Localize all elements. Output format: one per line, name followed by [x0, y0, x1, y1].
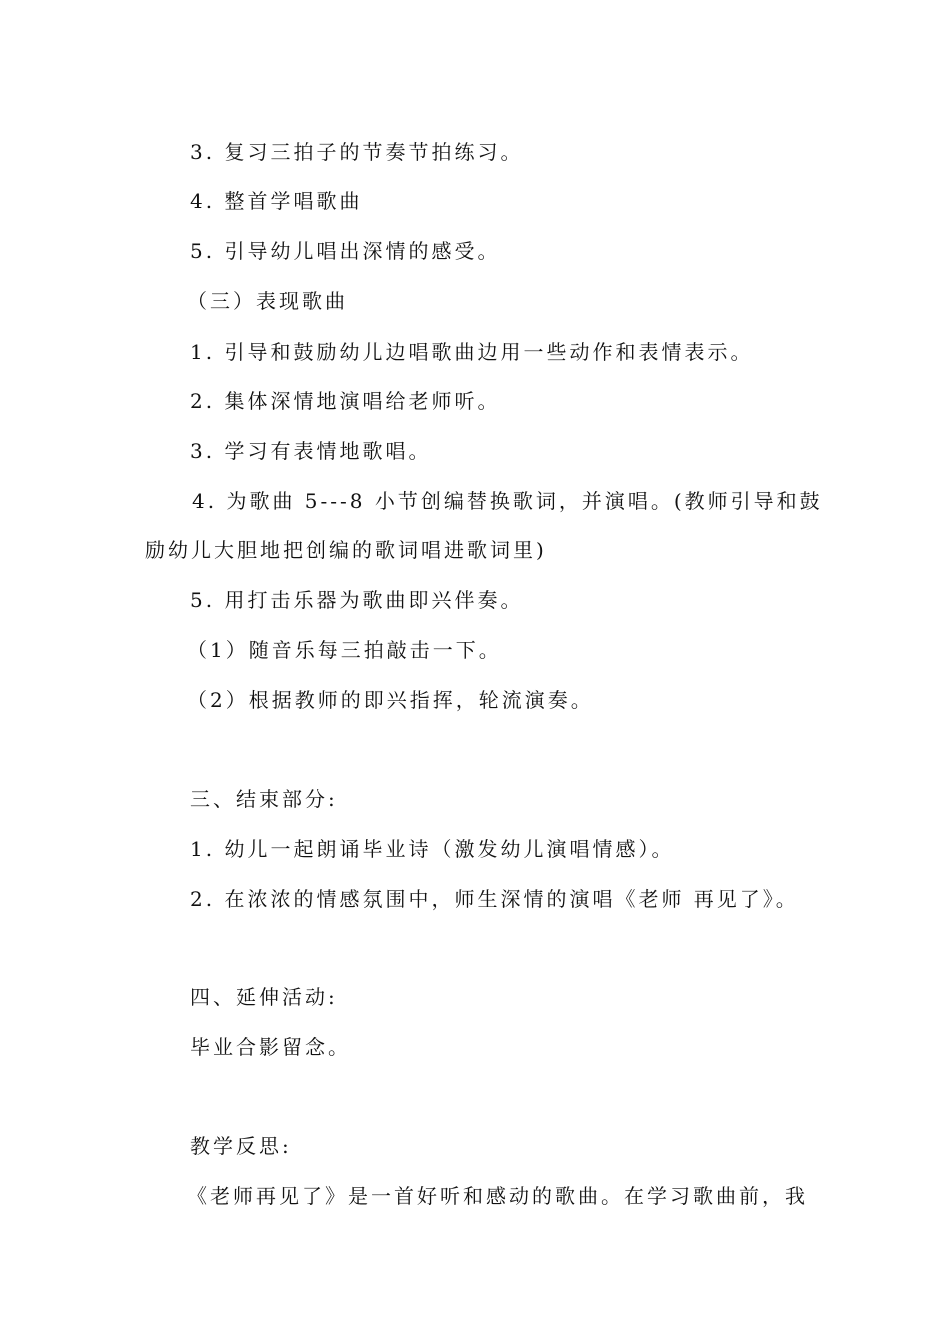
text-line: 毕业合影留念。	[190, 1035, 351, 1059]
text-line: 5. 用打击乐器为歌曲即兴伴奏。	[190, 588, 524, 612]
text-line: 2. 集体深情地演唱给老师听。	[190, 389, 501, 413]
text-line: 1. 幼儿一起朗诵毕业诗（激发幼儿演唱情感）。	[190, 837, 675, 861]
text-line: 2. 在浓浓的情感氛围中，师生深情的演唱《老师 再见了》。	[190, 887, 799, 911]
text-line: （2）根据教师的即兴指挥，轮流演奏。	[187, 688, 594, 712]
text-line: 3. 学习有表情地歌唱。	[190, 439, 432, 463]
section-heading: 三、结束部分:	[190, 787, 338, 811]
section-heading: （三）表现歌曲	[187, 289, 348, 313]
text-line: 4. 整首学唱歌曲	[190, 189, 363, 213]
section-heading: 教学反思:	[190, 1134, 292, 1158]
text-line: 3. 复习三拍子的节奏节拍练习。	[190, 140, 524, 164]
text-line: 5. 引导幼儿唱出深情的感受。	[190, 239, 501, 263]
section-heading: 四、延伸活动:	[190, 985, 338, 1009]
text-line: （1）随音乐每三拍敲击一下。	[187, 638, 502, 662]
text-line: 1. 引导和鼓励幼儿边唱歌曲边用一些动作和表情表示。	[190, 340, 754, 364]
text-line-continuation: 励幼儿大胆地把创编的歌词唱进歌词里)	[145, 538, 547, 562]
text-line: 4. 为歌曲 5---8 小节创编替换歌词，并演唱。(教师引导和鼓	[192, 489, 823, 513]
text-line: 《老师再见了》是一首好听和感动的歌曲。在学习歌曲前，我	[187, 1184, 808, 1208]
